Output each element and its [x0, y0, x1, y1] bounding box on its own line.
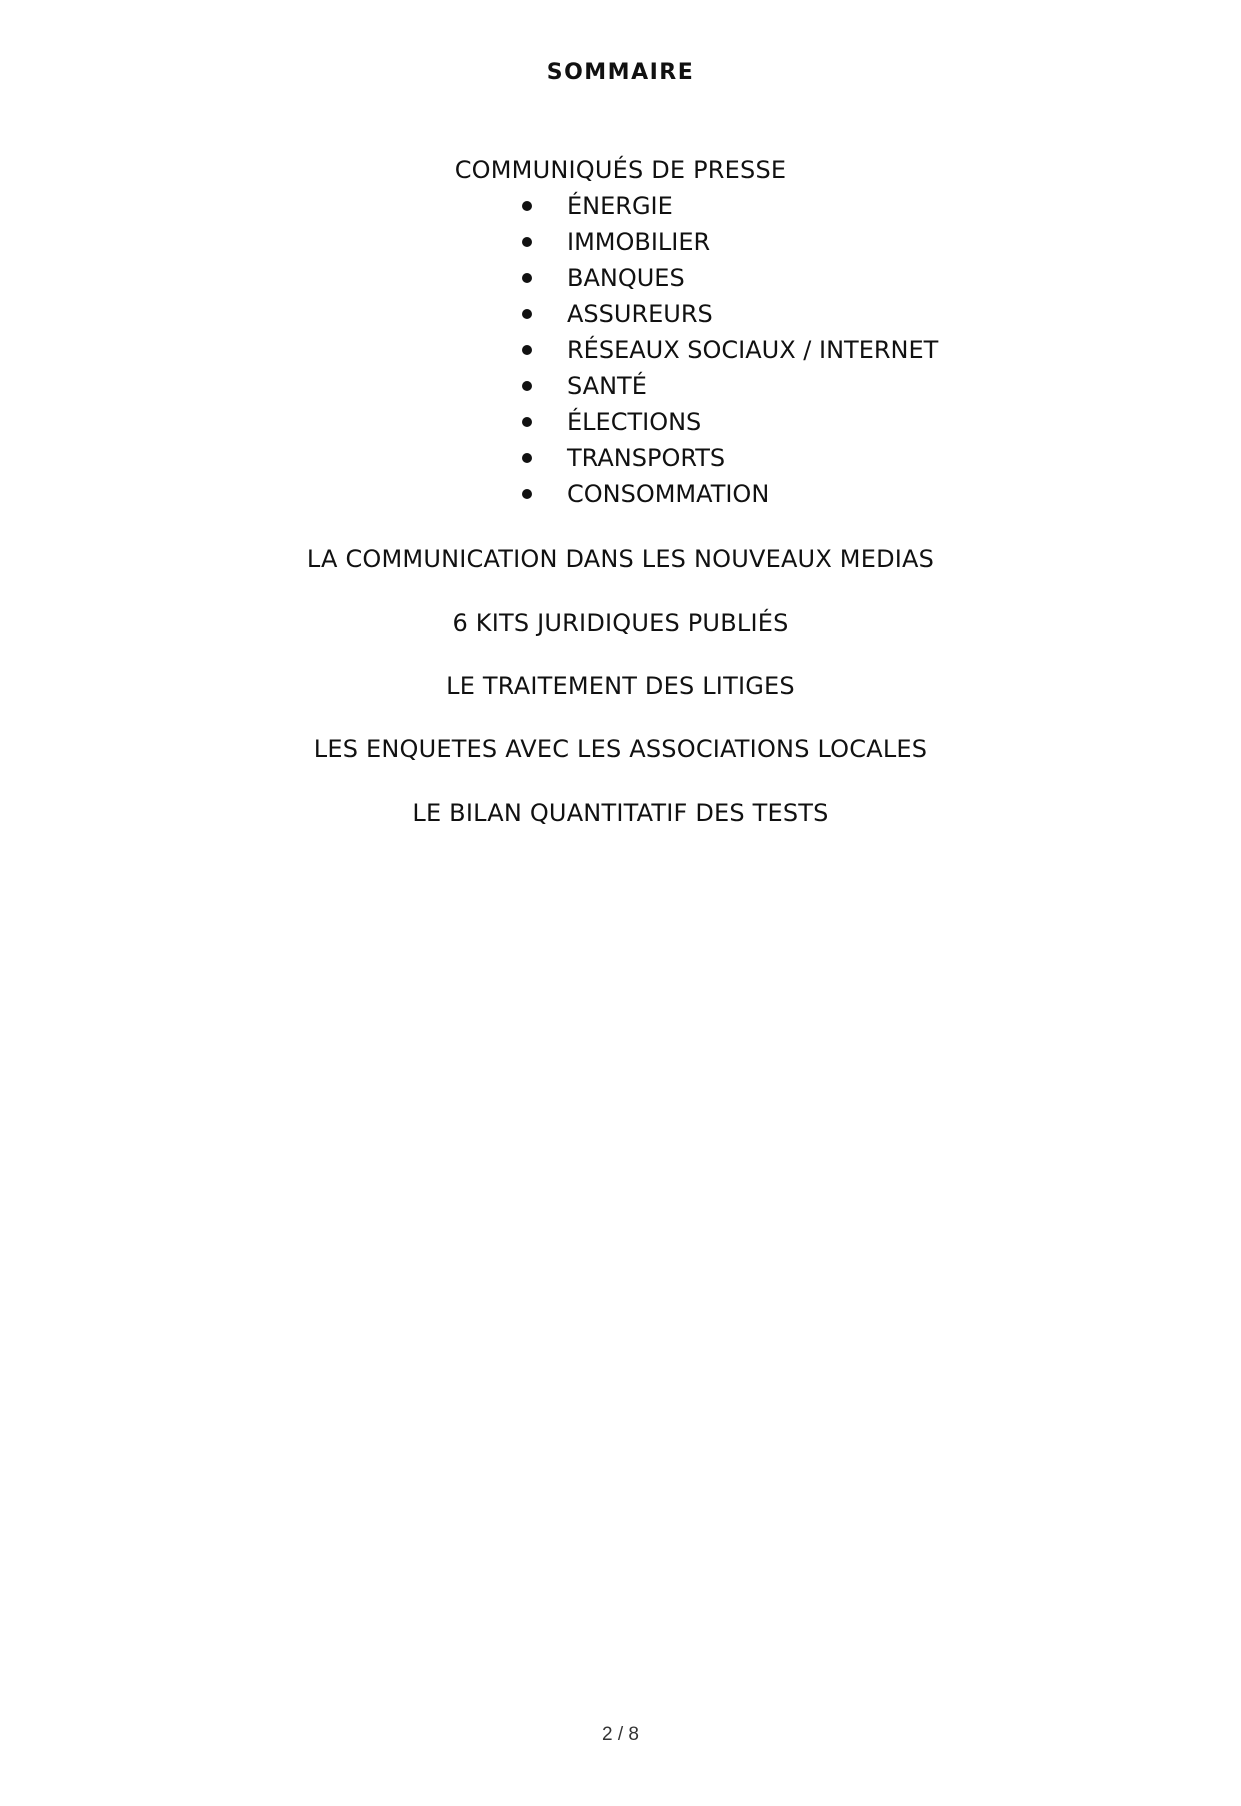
list-item-label: ÉNERGIE [567, 192, 673, 220]
list-item [522, 224, 938, 260]
list-item-label: CONSOMMATION [567, 480, 770, 508]
toc-entry-test-summary: LE BILAN QUANTITATIF DES TESTS [412, 799, 829, 827]
toc-heading-press-releases: COMMUNIQUÉS DE PRESSE [454, 156, 787, 184]
list-item [522, 404, 938, 440]
toc-entry-legal-kits: 6 KITS JURIDIQUES PUBLIÉS [452, 609, 789, 637]
bullet-icon [522, 489, 532, 499]
bullet-icon [522, 201, 532, 211]
bullet-icon [522, 345, 532, 355]
list-item [522, 332, 938, 368]
toc-entry-disputes: LE TRAITEMENT DES LITIGES [446, 672, 795, 700]
list-item-label: TRANSPORTS [567, 444, 726, 472]
list-item [522, 440, 938, 476]
bullet-icon [522, 381, 532, 391]
list-item-label: BANQUES [567, 264, 685, 292]
list-item [522, 188, 938, 224]
list-item-label: ÉLECTIONS [567, 408, 702, 436]
toc-entry-new-media: LA COMMUNICATION DANS LES NOUVEAUX MEDIAS [306, 545, 935, 573]
bullet-icon [522, 273, 532, 283]
page-number: 2 / 8 [602, 1724, 639, 1745]
list-item [522, 260, 938, 296]
bullet-icon [522, 237, 532, 247]
list-item [522, 296, 938, 332]
page-title: SOMMAIRE [546, 60, 695, 85]
list-item-label: RÉSEAUX SOCIAUX / INTERNET [567, 336, 939, 364]
bullet-icon [522, 453, 532, 463]
list-item-label: ASSUREURS [567, 300, 713, 328]
list-item-label: IMMOBILIER [567, 228, 711, 256]
list-item [522, 476, 938, 512]
list-item [522, 368, 938, 404]
list-item-label: SANTÉ [567, 372, 647, 400]
press-releases-list [522, 188, 938, 512]
bullet-icon [522, 309, 532, 319]
bullet-icon [522, 417, 532, 427]
toc-entry-local-surveys: LES ENQUETES AVEC LES ASSOCIATIONS LOCALES [313, 735, 928, 763]
